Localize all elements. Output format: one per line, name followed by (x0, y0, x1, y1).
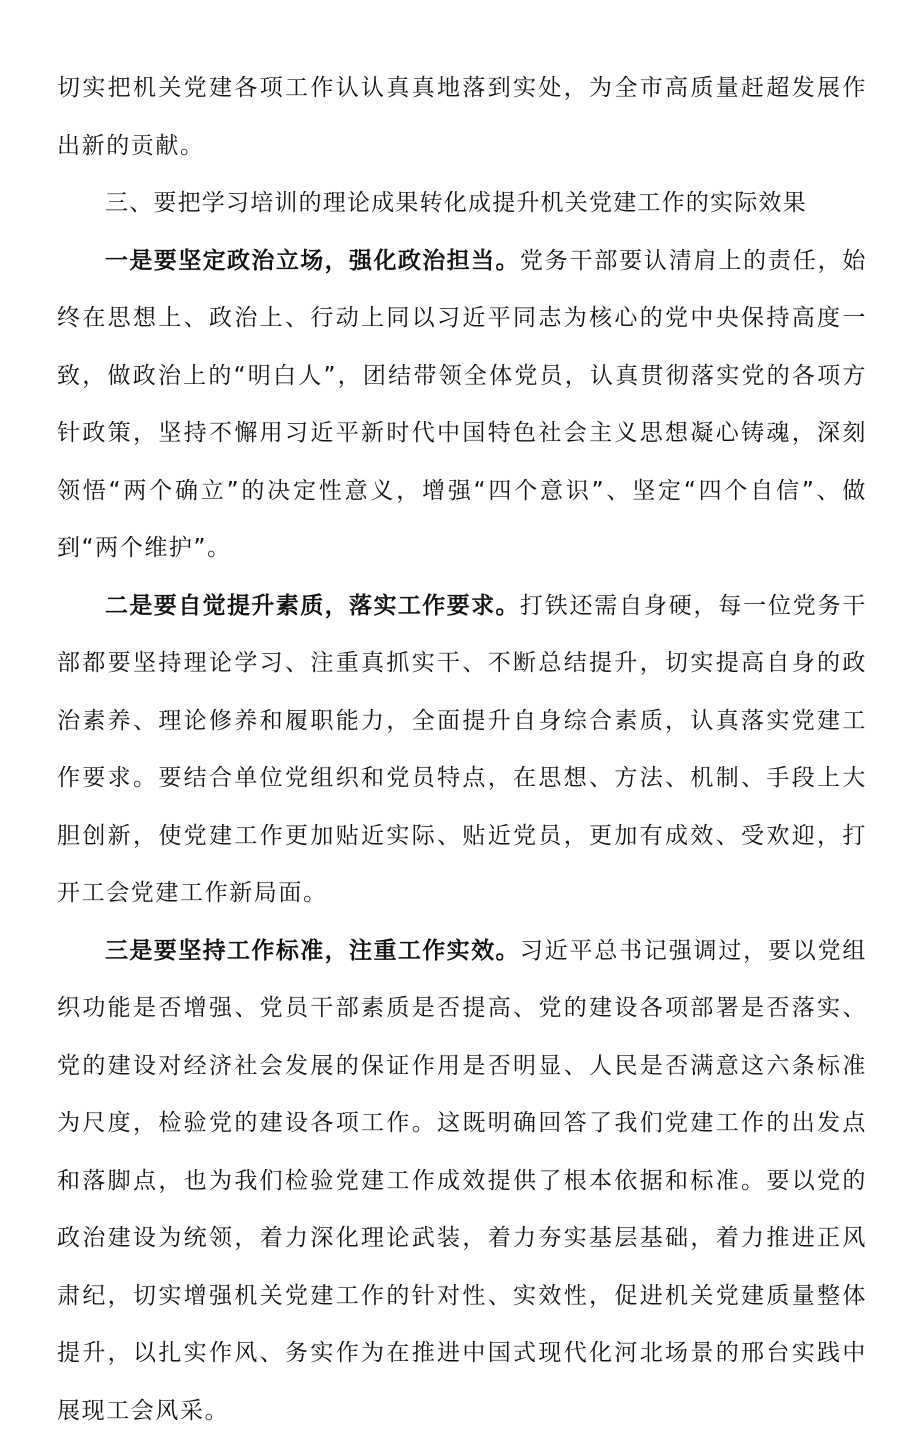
point-paragraph-1 (57, 233, 867, 578)
continuation-paragraph: 切实把机关党建各项工作认认真真地落到实处，为全市高质量赶超发展作出新的贡献。 (57, 60, 867, 175)
document-page (57, 60, 867, 1440)
point-paragraph-3 (57, 923, 867, 1440)
point-lead-1: 一是要坚定政治立场，强化政治担当。 (105, 248, 520, 274)
point-paragraph-2 (57, 578, 867, 923)
point-lead-2: 二是要自觉提升素质，落实工作要求。 (105, 593, 520, 619)
section-heading: 三、要把学习培训的理论成果转化成提升机关党建工作的实际效果 (57, 175, 867, 233)
point-body-3: 习近平总书记强调过，要以党组织功能是否增强、党员干部素质是否提高、党的建设各项部署是否落实、党的建设对经济社会发展的保证作用是否明显、人民是否满意这六条标准为尺度，检验党的建设各项工作。这既明确回答了我们党建工作的出发点和落脚点，也为我们检验党建工作成效提供了根本依据和标准。要以党的政治建设为统领，着力深化理论武装，着力夯实基层基础，着力推进正风肃纪，切实增强机关党建工作的针对性、实效性，促进机关党建质量整体提升，以扎实作风、务实作为在推进中国式现代化河北场景的邢台实践中展现工会风采。 (57, 938, 867, 1424)
point-lead-3: 三是要坚持工作标准，注重工作实效。 (105, 938, 520, 964)
point-body-2: 打铁还需自身硬，每一位党务干部都要坚持理论学习、注重真抓实干、不断总结提升，切实提高自身的政治素养、理论修养和履职能力，全面提升自身综合素质，认真落实党建工作要求。要结合单位党组织和党员特点，在思想、方法、机制、手段上大胆创新，使党建工作更加贴近实际、贴近党员，更加有成效、受欢迎，打开工会党建工作新局面。 (57, 593, 867, 907)
point-body-1: 党务干部要认清肩上的责任，始终在思想上、政治上、行动上同以习近平同志为核心的党中央保持高度一致，做政治上的“明白人”，团结带领全体党员，认真贯彻落实党的各项方针政策，坚持不懈用习近平新时代中国特色社会主义思想凝心铸魂，深刻领悟“两个确立”的决定性意义，增强“四个意识”、坚定“四个自信”、做到“两个维护”。 (57, 248, 867, 562)
